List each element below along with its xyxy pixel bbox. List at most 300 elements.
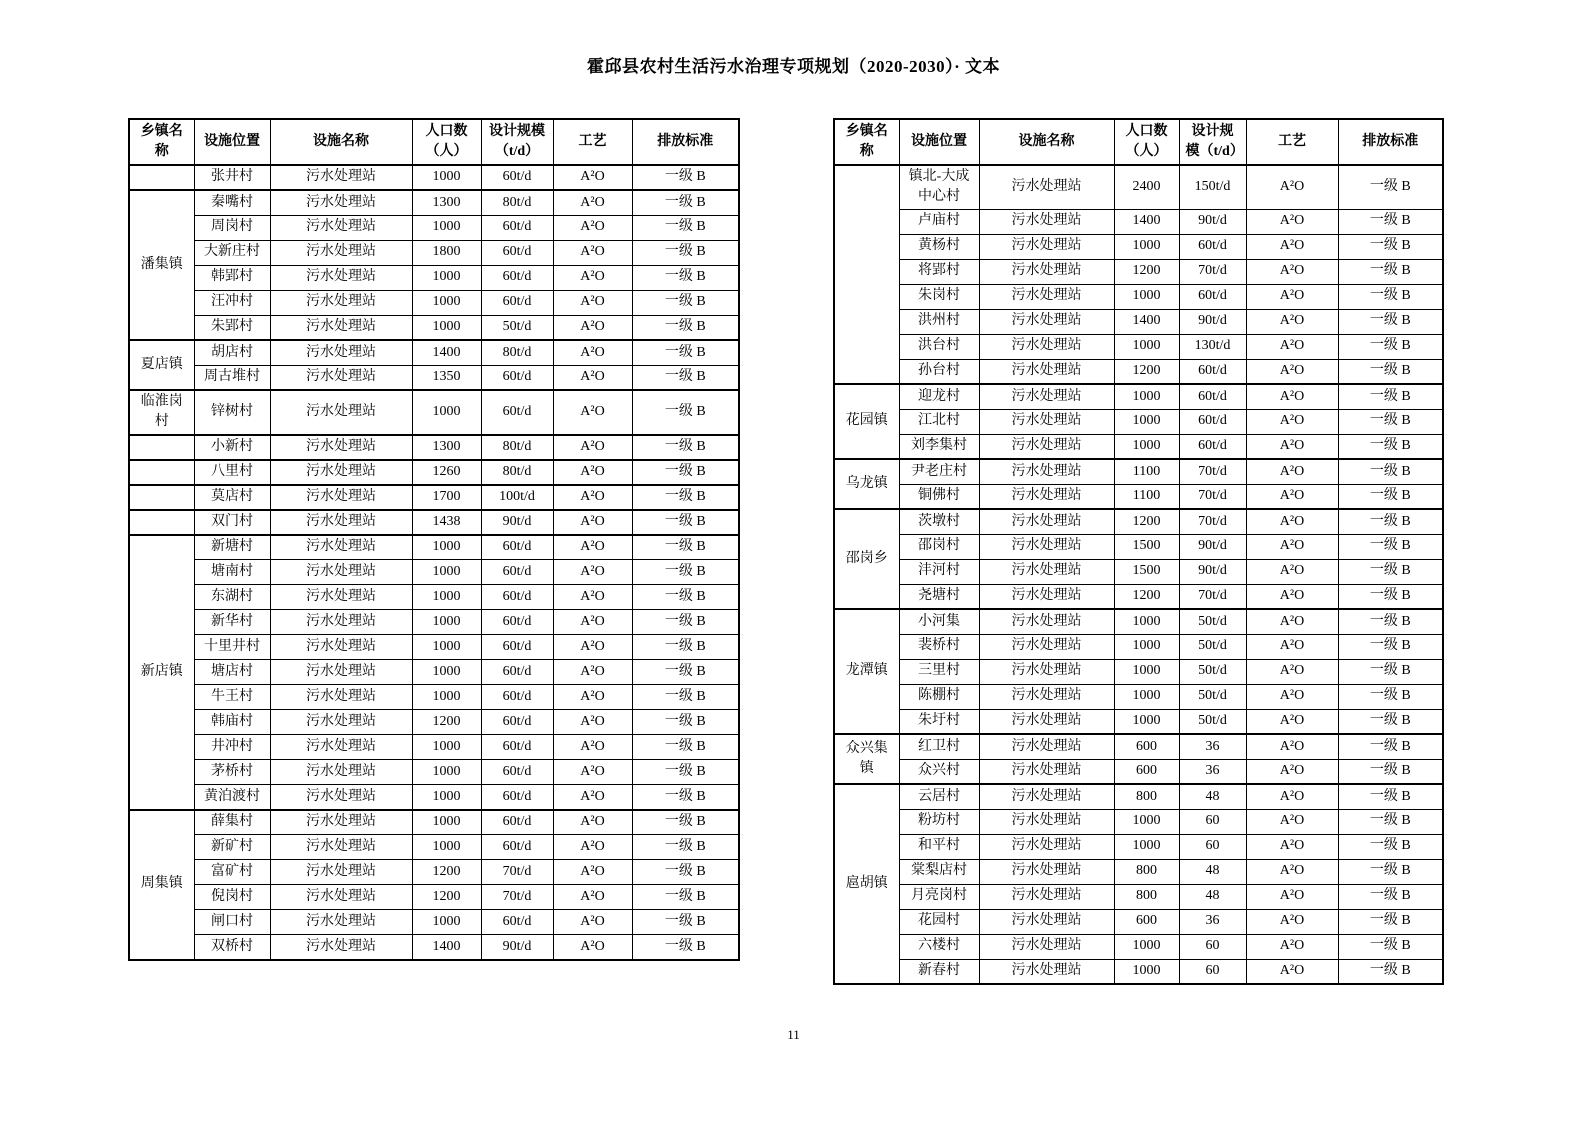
design-scale-cell: 60t/d	[481, 785, 553, 810]
design-scale-cell: 60t/d	[1179, 384, 1246, 409]
process-cell: A²O	[1246, 584, 1338, 609]
header-row	[129, 119, 739, 165]
population-cell: 1438	[412, 510, 481, 535]
standard-cell: 一级 B	[632, 660, 739, 685]
table-row	[834, 884, 1443, 909]
township-cell: 新店镇	[129, 535, 194, 810]
table-row	[834, 209, 1443, 234]
township-cell	[129, 510, 194, 535]
table-row	[129, 660, 739, 685]
design-scale-cell: 60t/d	[1179, 359, 1246, 384]
table-row	[129, 190, 739, 215]
standard-cell: 一级 B	[632, 810, 739, 835]
standard-cell: 一级 B	[1338, 259, 1443, 284]
table-row	[834, 909, 1443, 934]
population-cell: 1000	[412, 215, 481, 240]
table-row	[129, 560, 739, 585]
village-cell: 双门村	[194, 510, 270, 535]
process-cell: A²O	[1246, 259, 1338, 284]
table-row	[834, 234, 1443, 259]
township-cell: 夏店镇	[129, 340, 194, 390]
design-scale-cell: 150t/d	[1179, 165, 1246, 209]
standard-cell: 一级 B	[632, 435, 739, 460]
table-row	[129, 585, 739, 610]
township-cell	[129, 165, 194, 190]
population-cell: 1000	[412, 315, 481, 340]
design-scale-cell: 60	[1179, 959, 1246, 984]
village-cell: 邵岗村	[899, 534, 979, 559]
standard-cell: 一级 B	[1338, 484, 1443, 509]
design-scale-cell: 80t/d	[481, 190, 553, 215]
facility-name-cell: 污水处理站	[270, 735, 412, 760]
design-scale-cell: 50t/d	[1179, 634, 1246, 659]
facility-name-cell: 污水处理站	[270, 535, 412, 560]
population-cell: 1800	[412, 240, 481, 265]
design-scale-cell: 90t/d	[1179, 559, 1246, 584]
village-cell: 韩庙村	[194, 710, 270, 735]
facility-name-cell: 污水处理站	[979, 884, 1114, 909]
facility-name-cell: 污水处理站	[270, 485, 412, 510]
process-cell: A²O	[1246, 165, 1338, 209]
population-cell: 1200	[1114, 259, 1179, 284]
table-row	[834, 709, 1443, 734]
design-scale-cell: 50t/d	[1179, 659, 1246, 684]
facility-name-cell: 污水处理站	[270, 510, 412, 535]
facility-name-cell: 污水处理站	[270, 835, 412, 860]
process-cell: A²O	[553, 390, 632, 435]
design-scale-cell: 60	[1179, 809, 1246, 834]
population-cell: 800	[1114, 884, 1179, 909]
design-scale-cell: 80t/d	[481, 435, 553, 460]
design-scale-cell: 60t/d	[481, 835, 553, 860]
process-cell: A²O	[1246, 834, 1338, 859]
standard-cell: 一级 B	[1338, 334, 1443, 359]
design-scale-cell: 70t/d	[1179, 484, 1246, 509]
township-cell: 龙潭镇	[834, 609, 899, 734]
facility-name-cell: 污水处理站	[979, 509, 1114, 534]
population-cell: 1400	[412, 340, 481, 365]
process-cell: A²O	[1246, 759, 1338, 784]
village-cell: 江北村	[899, 409, 979, 434]
village-cell: 朱圩村	[899, 709, 979, 734]
facility-name-cell: 污水处理站	[270, 610, 412, 635]
column-header: 排放标准	[1338, 119, 1443, 165]
village-cell: 朱郢村	[194, 315, 270, 340]
table-row	[834, 759, 1443, 784]
population-cell: 1700	[412, 485, 481, 510]
column-header: 设施名称	[270, 119, 412, 165]
table-row	[834, 259, 1443, 284]
standard-cell: 一级 B	[1338, 709, 1443, 734]
village-cell: 六楼村	[899, 934, 979, 959]
table-row	[129, 760, 739, 785]
process-cell: A²O	[1246, 559, 1338, 584]
table-row	[129, 435, 739, 460]
design-scale-cell: 90t/d	[481, 510, 553, 535]
facility-name-cell: 污水处理站	[979, 634, 1114, 659]
population-cell: 1500	[1114, 559, 1179, 584]
process-cell: A²O	[553, 710, 632, 735]
population-cell: 2400	[1114, 165, 1179, 209]
population-cell: 1400	[1114, 209, 1179, 234]
population-cell: 600	[1114, 909, 1179, 934]
design-scale-cell: 70t/d	[1179, 459, 1246, 484]
village-cell: 三里村	[899, 659, 979, 684]
design-scale-cell: 70t/d	[1179, 259, 1246, 284]
village-cell: 洪州村	[899, 309, 979, 334]
population-cell: 1260	[412, 460, 481, 485]
village-cell: 众兴村	[899, 759, 979, 784]
standard-cell: 一级 B	[1338, 584, 1443, 609]
village-cell: 小河集	[899, 609, 979, 634]
table-row	[834, 834, 1443, 859]
left-table-container	[128, 118, 740, 961]
process-cell: A²O	[553, 785, 632, 810]
design-scale-cell: 48	[1179, 884, 1246, 909]
village-cell: 东湖村	[194, 585, 270, 610]
standard-cell: 一级 B	[632, 290, 739, 315]
design-scale-cell: 36	[1179, 759, 1246, 784]
design-scale-cell: 60t/d	[481, 810, 553, 835]
facility-name-cell: 污水处理站	[979, 434, 1114, 459]
column-header: 排放标准	[632, 119, 739, 165]
standard-cell: 一级 B	[1338, 634, 1443, 659]
standard-cell: 一级 B	[1338, 834, 1443, 859]
facility-name-cell: 污水处理站	[270, 810, 412, 835]
standard-cell: 一级 B	[1338, 859, 1443, 884]
process-cell: A²O	[1246, 884, 1338, 909]
facility-name-cell: 污水处理站	[979, 165, 1114, 209]
facility-name-cell: 污水处理站	[979, 834, 1114, 859]
process-cell: A²O	[553, 485, 632, 510]
design-scale-cell: 130t/d	[1179, 334, 1246, 359]
facility-name-cell: 污水处理站	[270, 390, 412, 435]
population-cell: 1000	[412, 585, 481, 610]
header-row	[834, 119, 1443, 165]
population-cell: 1000	[1114, 959, 1179, 984]
population-cell: 1000	[412, 265, 481, 290]
facility-name-cell: 污水处理站	[979, 209, 1114, 234]
process-cell: A²O	[553, 190, 632, 215]
design-scale-cell: 60t/d	[481, 240, 553, 265]
process-cell: A²O	[1246, 384, 1338, 409]
standard-cell: 一级 B	[1338, 784, 1443, 809]
standard-cell: 一级 B	[632, 710, 739, 735]
facility-name-cell: 污水处理站	[270, 710, 412, 735]
village-cell: 韩郢村	[194, 265, 270, 290]
facility-name-cell: 污水处理站	[270, 365, 412, 390]
standard-cell: 一级 B	[632, 860, 739, 885]
facility-name-cell: 污水处理站	[270, 635, 412, 660]
column-header: 工艺	[553, 119, 632, 165]
village-cell: 茨墩村	[899, 509, 979, 534]
population-cell: 1200	[412, 885, 481, 910]
village-cell: 将郢村	[899, 259, 979, 284]
village-cell: 迎龙村	[899, 384, 979, 409]
design-scale-cell: 36	[1179, 909, 1246, 934]
township-cell	[834, 165, 899, 384]
population-cell: 1000	[412, 610, 481, 635]
design-scale-cell: 70t/d	[481, 885, 553, 910]
design-scale-cell: 60	[1179, 934, 1246, 959]
village-cell: 汪冲村	[194, 290, 270, 315]
facility-name-cell: 污水处理站	[270, 910, 412, 935]
village-cell: 卢庙村	[899, 209, 979, 234]
column-header: 人口数（人）	[412, 119, 481, 165]
design-scale-cell: 36	[1179, 734, 1246, 759]
sewage-facilities-table-right	[833, 118, 1444, 985]
design-scale-cell: 60t/d	[481, 165, 553, 190]
facility-name-cell: 污水处理站	[270, 885, 412, 910]
design-scale-cell: 48	[1179, 784, 1246, 809]
village-cell: 塘南村	[194, 560, 270, 585]
process-cell: A²O	[553, 460, 632, 485]
township-cell: 扈胡镇	[834, 784, 899, 984]
standard-cell: 一级 B	[632, 610, 739, 635]
design-scale-cell: 90t/d	[1179, 534, 1246, 559]
population-cell: 800	[1114, 784, 1179, 809]
table-row	[834, 534, 1443, 559]
facility-name-cell: 污水处理站	[270, 660, 412, 685]
table-row	[129, 860, 739, 885]
population-cell: 1000	[1114, 659, 1179, 684]
facility-name-cell: 污水处理站	[270, 935, 412, 960]
design-scale-cell: 90t/d	[1179, 209, 1246, 234]
township-cell: 周集镇	[129, 810, 194, 960]
table-row	[129, 735, 739, 760]
process-cell: A²O	[553, 240, 632, 265]
standard-cell: 一级 B	[632, 240, 739, 265]
facility-name-cell: 污水处理站	[979, 684, 1114, 709]
population-cell: 1000	[1114, 409, 1179, 434]
village-cell: 粉坊村	[899, 809, 979, 834]
village-cell: 红卫村	[899, 734, 979, 759]
population-cell: 1400	[1114, 309, 1179, 334]
population-cell: 1000	[412, 835, 481, 860]
standard-cell: 一级 B	[632, 535, 739, 560]
village-cell: 大新庄村	[194, 240, 270, 265]
design-scale-cell: 50t/d	[1179, 709, 1246, 734]
standard-cell: 一级 B	[632, 315, 739, 340]
facility-name-cell: 污水处理站	[979, 309, 1114, 334]
village-cell: 花园村	[899, 909, 979, 934]
facility-name-cell: 污水处理站	[270, 560, 412, 585]
township-cell: 邵岗乡	[834, 509, 899, 609]
design-scale-cell: 70t/d	[1179, 584, 1246, 609]
village-cell: 镇北-大成中心村	[899, 165, 979, 209]
design-scale-cell: 60t/d	[481, 585, 553, 610]
village-cell: 新华村	[194, 610, 270, 635]
process-cell: A²O	[1246, 484, 1338, 509]
village-cell: 十里井村	[194, 635, 270, 660]
design-scale-cell: 70t/d	[481, 860, 553, 885]
village-cell: 洪台村	[899, 334, 979, 359]
table-row	[834, 584, 1443, 609]
table-row	[129, 610, 739, 635]
standard-cell: 一级 B	[632, 485, 739, 510]
village-cell: 陈棚村	[899, 684, 979, 709]
village-cell: 云居村	[899, 784, 979, 809]
process-cell: A²O	[553, 365, 632, 390]
design-scale-cell: 60t/d	[481, 560, 553, 585]
population-cell: 1000	[1114, 384, 1179, 409]
table-row	[129, 240, 739, 265]
design-scale-cell: 90t/d	[1179, 309, 1246, 334]
process-cell: A²O	[553, 435, 632, 460]
design-scale-cell: 50t/d	[481, 315, 553, 340]
facility-name-cell: 污水处理站	[270, 435, 412, 460]
facility-name-cell: 污水处理站	[979, 359, 1114, 384]
design-scale-cell: 60t/d	[1179, 409, 1246, 434]
population-cell: 1000	[412, 685, 481, 710]
village-cell: 小新村	[194, 435, 270, 460]
facility-name-cell: 污水处理站	[270, 860, 412, 885]
facility-name-cell: 污水处理站	[979, 934, 1114, 959]
design-scale-cell: 60t/d	[1179, 234, 1246, 259]
standard-cell: 一级 B	[1338, 809, 1443, 834]
standard-cell: 一级 B	[632, 165, 739, 190]
table-row	[834, 609, 1443, 634]
table-row	[129, 885, 739, 910]
table-row	[834, 734, 1443, 759]
village-cell: 双桥村	[194, 935, 270, 960]
standard-cell: 一级 B	[632, 265, 739, 290]
process-cell: A²O	[553, 735, 632, 760]
standard-cell: 一级 B	[632, 685, 739, 710]
population-cell: 1000	[1114, 284, 1179, 309]
design-scale-cell: 60t/d	[481, 660, 553, 685]
population-cell: 1000	[412, 735, 481, 760]
process-cell: A²O	[1246, 509, 1338, 534]
table-row	[834, 959, 1443, 984]
process-cell: A²O	[553, 835, 632, 860]
table-row	[834, 784, 1443, 809]
design-scale-cell: 80t/d	[481, 340, 553, 365]
village-cell: 倪岗村	[194, 885, 270, 910]
design-scale-cell: 80t/d	[481, 460, 553, 485]
document-header-title: 霍邱县农村生活污水治理专项规划（2020-2030）· 文本	[586, 57, 1001, 76]
standard-cell: 一级 B	[1338, 884, 1443, 909]
standard-cell: 一级 B	[632, 560, 739, 585]
population-cell: 1350	[412, 365, 481, 390]
village-cell: 莫店村	[194, 485, 270, 510]
process-cell: A²O	[553, 585, 632, 610]
table-row	[834, 934, 1443, 959]
process-cell: A²O	[553, 560, 632, 585]
facility-name-cell: 污水处理站	[979, 784, 1114, 809]
village-cell: 新春村	[899, 959, 979, 984]
design-scale-cell: 50t/d	[1179, 684, 1246, 709]
village-cell: 棠梨店村	[899, 859, 979, 884]
process-cell: A²O	[553, 610, 632, 635]
column-header: 乡镇名称	[834, 119, 899, 165]
village-cell: 铜佛村	[899, 484, 979, 509]
process-cell: A²O	[553, 215, 632, 240]
facility-name-cell: 污水处理站	[979, 909, 1114, 934]
table-row	[129, 165, 739, 190]
table-row	[834, 634, 1443, 659]
facility-name-cell: 污水处理站	[979, 484, 1114, 509]
standard-cell: 一级 B	[1338, 434, 1443, 459]
facility-name-cell: 污水处理站	[270, 190, 412, 215]
design-scale-cell: 60t/d	[481, 265, 553, 290]
standard-cell: 一级 B	[1338, 509, 1443, 534]
table-row	[834, 659, 1443, 684]
village-cell: 沣河村	[899, 559, 979, 584]
process-cell: A²O	[1246, 334, 1338, 359]
facility-name-cell: 污水处理站	[270, 215, 412, 240]
population-cell: 1000	[412, 390, 481, 435]
standard-cell: 一级 B	[1338, 409, 1443, 434]
table-row	[834, 484, 1443, 509]
standard-cell: 一级 B	[1338, 384, 1443, 409]
standard-cell: 一级 B	[1338, 284, 1443, 309]
table-row	[129, 340, 739, 365]
process-cell: A²O	[553, 810, 632, 835]
standard-cell: 一级 B	[632, 910, 739, 935]
column-header: 乡镇名称	[129, 119, 194, 165]
table-row	[129, 485, 739, 510]
standard-cell: 一级 B	[632, 885, 739, 910]
township-cell: 众兴集镇	[834, 734, 899, 784]
village-cell: 尧塘村	[899, 584, 979, 609]
process-cell: A²O	[1246, 234, 1338, 259]
process-cell: A²O	[553, 340, 632, 365]
village-cell: 黄泊渡村	[194, 785, 270, 810]
standard-cell: 一级 B	[1338, 459, 1443, 484]
village-cell: 富矿村	[194, 860, 270, 885]
process-cell: A²O	[1246, 859, 1338, 884]
standard-cell: 一级 B	[1338, 359, 1443, 384]
population-cell: 1400	[412, 935, 481, 960]
facility-name-cell: 污水处理站	[270, 240, 412, 265]
table-row	[129, 265, 739, 290]
standard-cell: 一级 B	[632, 215, 739, 240]
design-scale-cell: 60t/d	[481, 365, 553, 390]
table-row	[834, 359, 1443, 384]
township-cell	[129, 485, 194, 510]
village-cell: 新塘村	[194, 535, 270, 560]
standard-cell: 一级 B	[632, 340, 739, 365]
standard-cell: 一级 B	[632, 390, 739, 435]
process-cell: A²O	[1246, 309, 1338, 334]
standard-cell: 一级 B	[1338, 609, 1443, 634]
page-number: 11	[787, 1027, 800, 1042]
population-cell: 1000	[1114, 934, 1179, 959]
village-cell: 月亮岗村	[899, 884, 979, 909]
population-cell: 1000	[1114, 809, 1179, 834]
column-header: 人口数（人）	[1114, 119, 1179, 165]
village-cell: 和平村	[899, 834, 979, 859]
process-cell: A²O	[1246, 934, 1338, 959]
design-scale-cell: 100t/d	[481, 485, 553, 510]
facility-name-cell: 污水处理站	[270, 290, 412, 315]
process-cell: A²O	[1246, 284, 1338, 309]
facility-name-cell: 污水处理站	[979, 609, 1114, 634]
township-cell: 乌龙镇	[834, 459, 899, 509]
village-cell: 薛集村	[194, 810, 270, 835]
standard-cell: 一级 B	[1338, 659, 1443, 684]
process-cell: A²O	[553, 315, 632, 340]
process-cell: A²O	[1246, 709, 1338, 734]
township-cell: 潘集镇	[129, 190, 194, 340]
facility-name-cell: 污水处理站	[979, 259, 1114, 284]
standard-cell: 一级 B	[632, 935, 739, 960]
facility-name-cell: 污水处理站	[979, 459, 1114, 484]
population-cell: 1000	[412, 910, 481, 935]
process-cell: A²O	[1246, 534, 1338, 559]
population-cell: 1000	[412, 165, 481, 190]
